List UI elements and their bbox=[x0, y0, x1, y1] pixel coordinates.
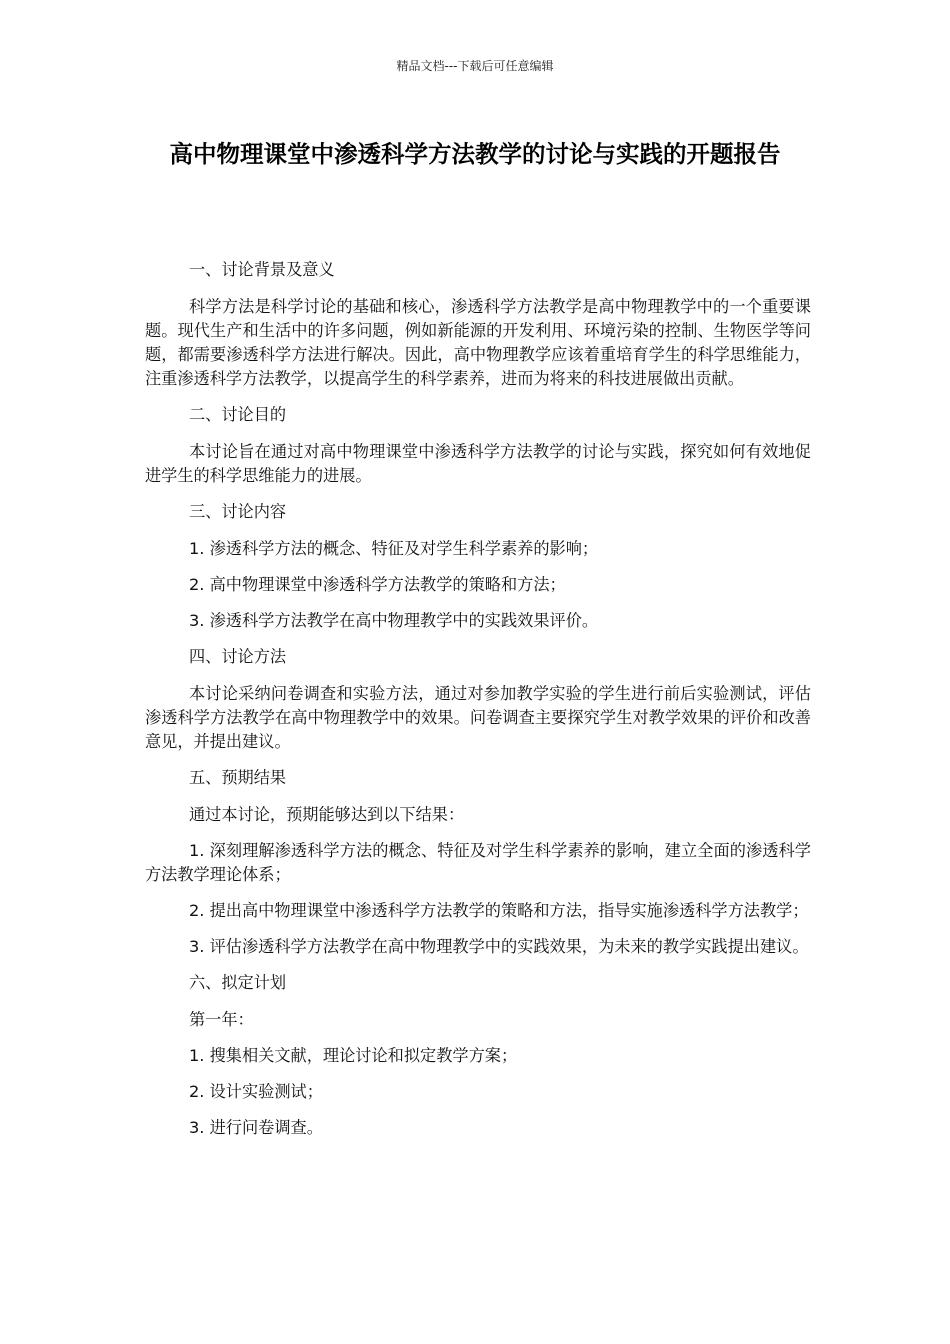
page-header: 精品文档---下载后可任意编辑 bbox=[396, 59, 554, 73]
list-item-plan-2: 2. 设计实验测试； bbox=[189, 1082, 323, 1101]
list-item-plan-3: 3. 进行问卷调查。 bbox=[189, 1118, 323, 1137]
section-heading-background: 一、讨论背景及意义 bbox=[189, 260, 335, 279]
paragraph-background: 科学方法是科学讨论的基础和核心，渗透科学方法教学是高中物理教学中的一个重要课题。现代生产和生活中的许多问题，例如新能源的开发利用、环境污染的控制、生物医学等问题，都需要渗透科学方法进行解决。因此，高中物理教学应该着重培育学生的科学思维能力，注重渗透科学方法教学，以提高学生的科学素养，进而为将来的科技进展做出贡献。 bbox=[145, 297, 811, 388]
list-item-result-2: 2. 提出高中物理课堂中渗透科学方法教学的策略和方法，指导实施渗透科学方法教学； bbox=[189, 901, 809, 920]
paragraph-expected-intro: 通过本讨论，预期能够达到以下结果： bbox=[189, 805, 465, 824]
section-heading-plan: 六、拟定计划 bbox=[189, 973, 287, 992]
section-heading-content: 三、讨论内容 bbox=[189, 502, 287, 521]
section-heading-method: 四、讨论方法 bbox=[189, 647, 287, 666]
list-item-content-2: 2. 高中物理课堂中渗透科学方法教学的策略和方法； bbox=[189, 575, 566, 594]
document-title: 高中物理课堂中渗透科学方法教学的讨论与实践的开题报告 bbox=[169, 140, 781, 168]
list-item-result-1: 1. 深刻理解渗透科学方法的概念、特征及对学生科学素养的影响，建立全面的渗透科学方法教学理论体系； bbox=[145, 841, 811, 884]
document-body bbox=[145, 258, 811, 1152]
paragraph-purpose: 本讨论旨在通过对高中物理课堂中渗透科学方法教学的讨论与实践，探究如何有效地促进学生的科学思维能力的进展。 bbox=[145, 442, 811, 485]
list-item-plan-1: 1. 搜集相关文献，理论讨论和拟定教学方案； bbox=[189, 1046, 518, 1065]
section-heading-purpose: 二、讨论目的 bbox=[189, 405, 287, 424]
list-item-content-1: 1. 渗透科学方法的概念、特征及对学生科学素养的影响； bbox=[189, 539, 599, 558]
list-item-content-3: 3. 渗透科学方法教学在高中物理教学中的实践效果评价。 bbox=[189, 611, 599, 630]
section-heading-expected-results: 五、预期结果 bbox=[189, 768, 287, 787]
paragraph-first-year: 第一年： bbox=[189, 1010, 254, 1029]
list-item-result-3: 3. 评估渗透科学方法教学在高中物理教学中的实践效果，为未来的教学实践提出建议。 bbox=[189, 937, 809, 956]
paragraph-method: 本讨论采纳问卷调查和实验方法，通过对参加教学实验的学生进行前后实验测试，评估渗透科学方法教学在高中物理教学中的效果。问卷调查主要探究学生对教学效果的评价和改善意见，并提出建议。 bbox=[145, 684, 811, 751]
